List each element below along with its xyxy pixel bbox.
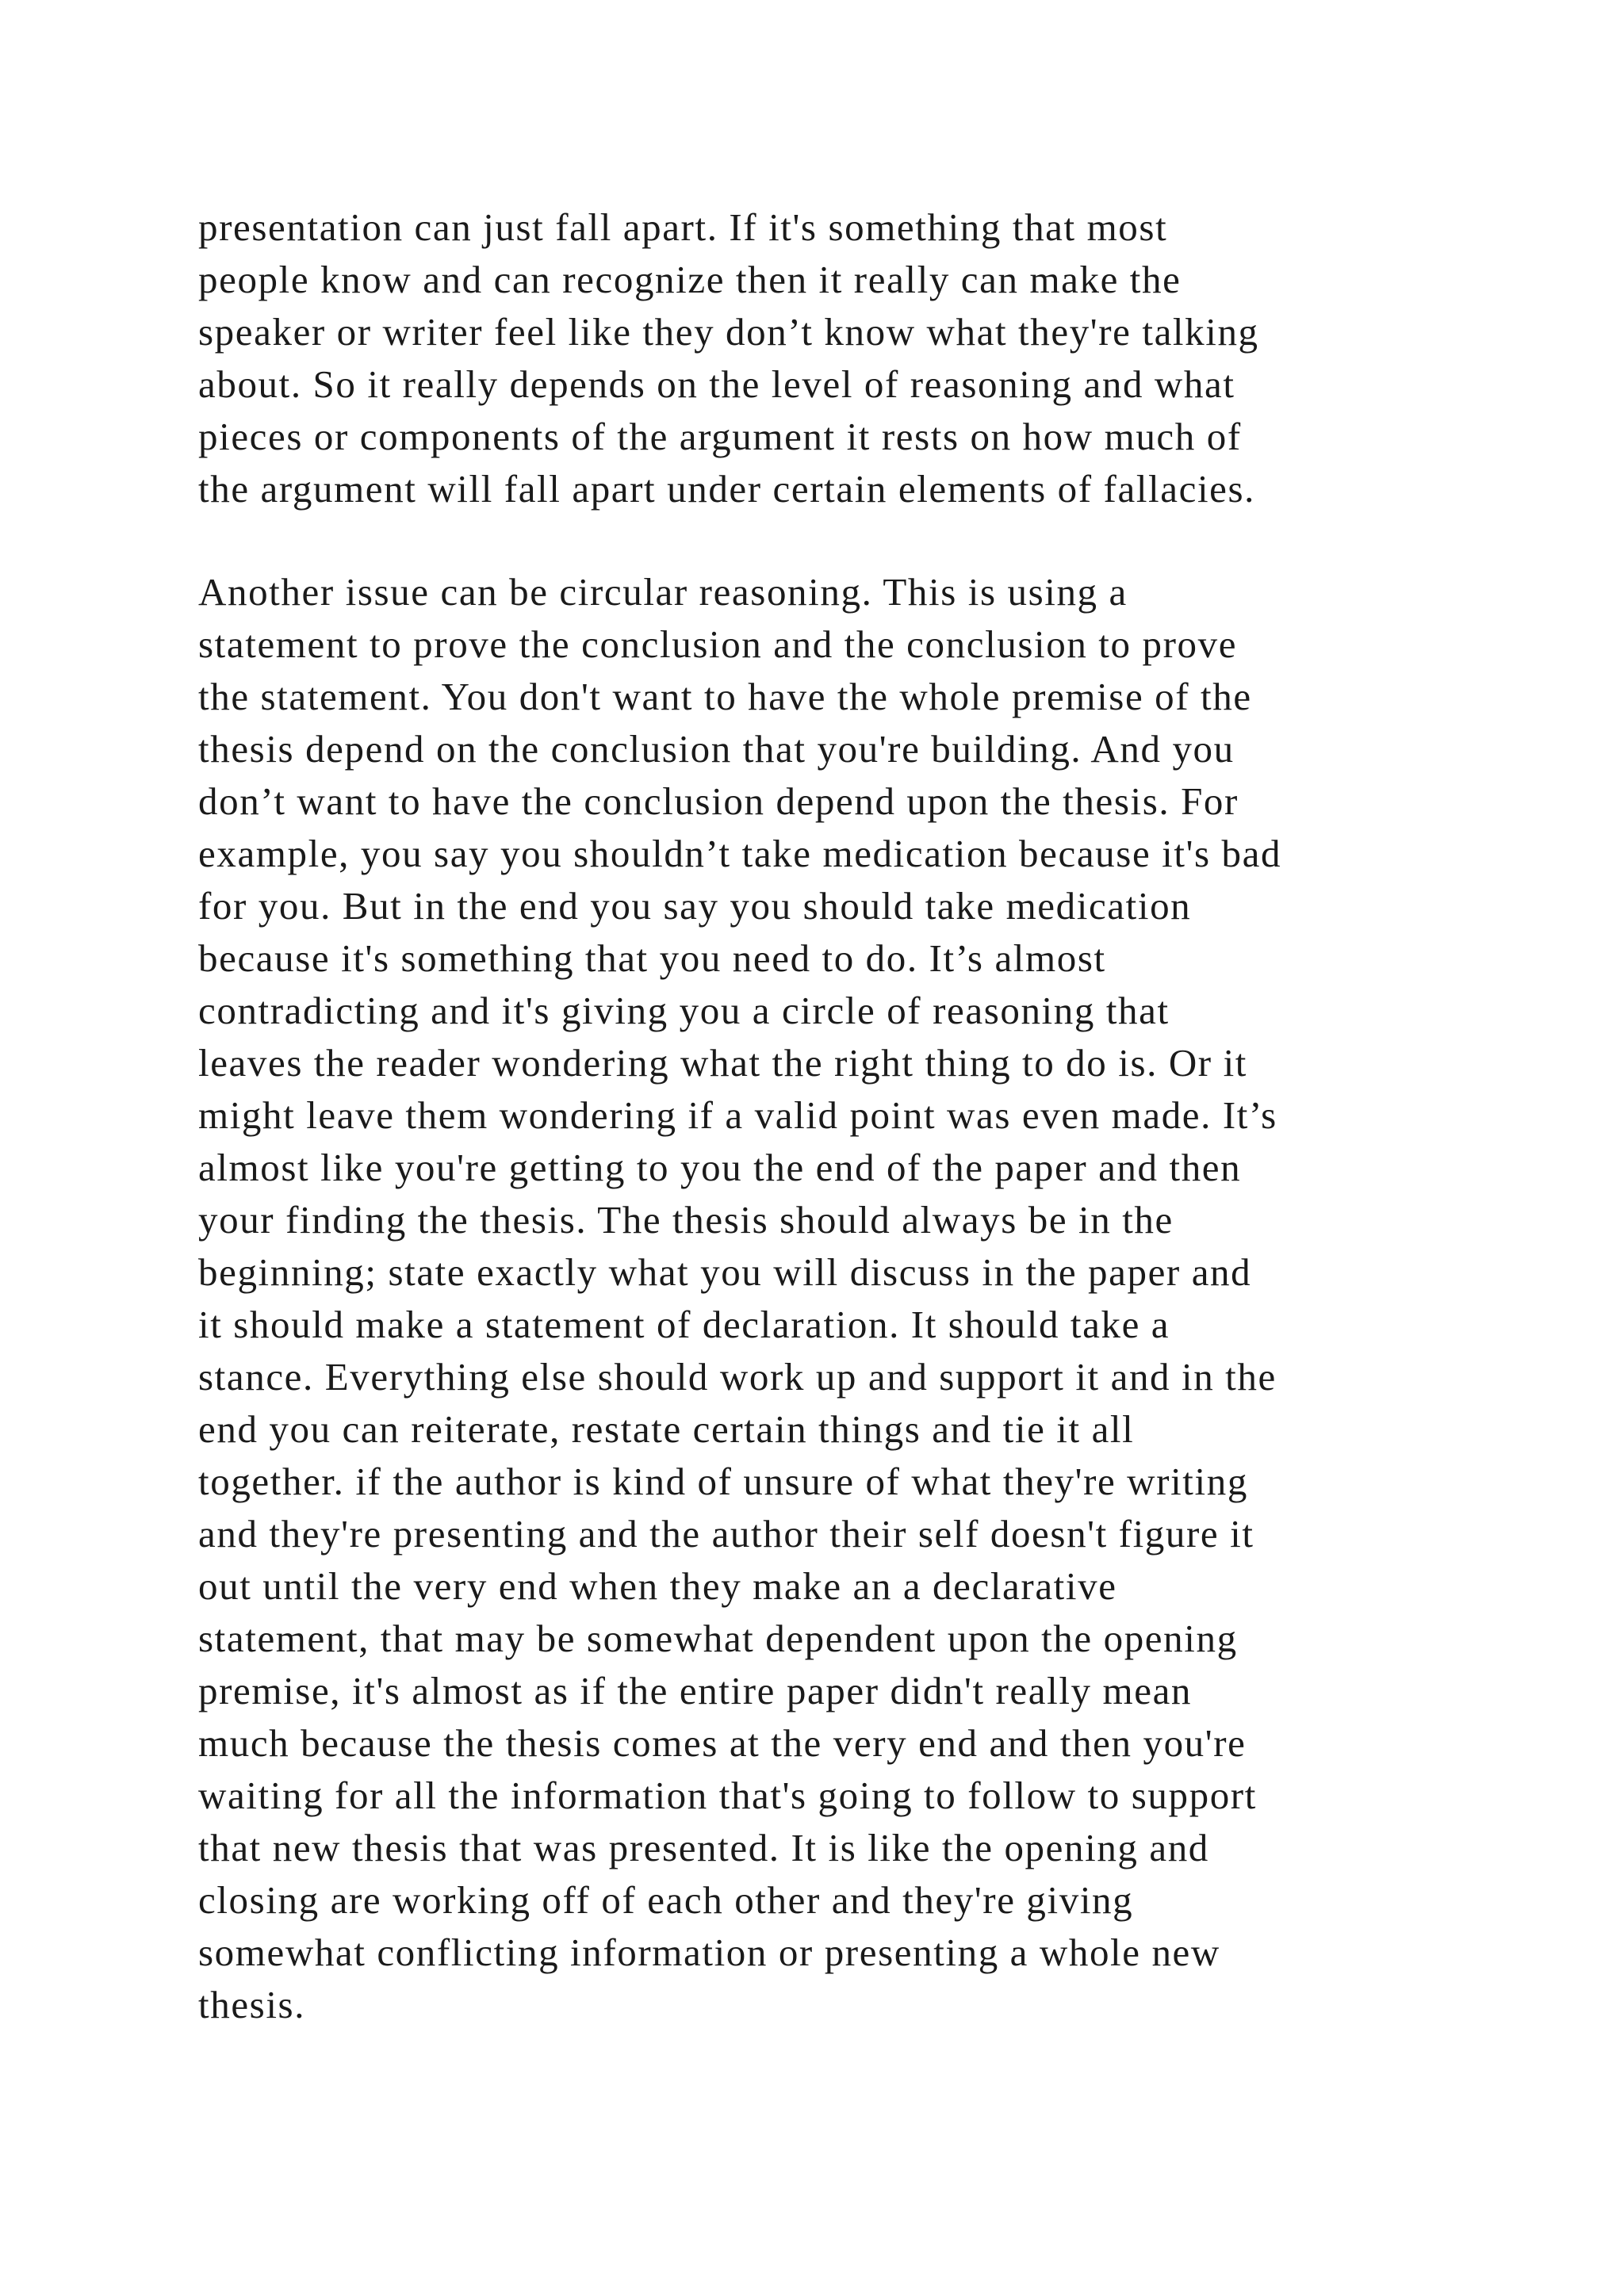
paragraph-2 bbox=[198, 566, 1499, 2031]
text-line: people know and can recognize then it really can make the bbox=[198, 258, 1182, 301]
text-line: almost like you're getting to you the end of the paper and then bbox=[198, 1146, 1242, 1189]
text-line: about. So it really depends on the level of reasoning and what bbox=[198, 362, 1235, 406]
text-line: somewhat conflicting information or presenting a whole new bbox=[198, 1931, 1220, 1974]
text-line: end you can reiterate, restate certain things and tie it all bbox=[198, 1407, 1135, 1451]
text-line: the statement. You don't want to have the whole premise of the bbox=[198, 675, 1252, 718]
text-line: much because the thesis comes at the very end and then you're bbox=[198, 1721, 1247, 1765]
text-line: statement to prove the conclusion and the conclusion to prove bbox=[198, 622, 1238, 666]
text-line: presentation can just fall apart. If it's something that most bbox=[198, 205, 1168, 249]
text-line: premise, it's almost as if the entire paper didn't really mean bbox=[198, 1669, 1193, 1712]
text-line: that new thesis that was presented. It is like the opening and bbox=[198, 1826, 1209, 1869]
text-line: beginning; state exactly what you will discuss in the paper and bbox=[198, 1250, 1252, 1294]
text-line: your finding the thesis. The thesis should always be in the bbox=[198, 1198, 1174, 1242]
text-line: don’t want to have the conclusion depend upon the thesis. For bbox=[198, 779, 1239, 823]
text-line: statement, that may be somewhat dependent upon the opening bbox=[198, 1617, 1238, 1660]
text-line: and they're presenting and the author their self doesn't figure it bbox=[198, 1512, 1254, 1556]
text-line: leaves the reader wondering what the right thing to do is. Or it bbox=[198, 1041, 1247, 1085]
text-line: for you. But in the end you say you should take medication bbox=[198, 884, 1192, 928]
text-line: might leave them wondering if a valid point was even made. It’s bbox=[198, 1093, 1277, 1137]
text-line: stance. Everything else should work up and support it and in the bbox=[198, 1355, 1277, 1399]
text-line: because it's something that you need to do. It’s almost bbox=[198, 936, 1106, 980]
text-line: thesis depend on the conclusion that you're building. And you bbox=[198, 727, 1235, 771]
text-line: waiting for all the information that's going to follow to support bbox=[198, 1774, 1257, 1817]
text-line: speaker or writer feel like they don’t know what they're talking bbox=[198, 310, 1259, 354]
text-line: example, you say you shouldn’t take medication because it's bad bbox=[198, 832, 1282, 875]
text-line: closing are working off of each other and they're giving bbox=[198, 1878, 1134, 1922]
text-line: it should make a statement of declaration. It should take a bbox=[198, 1303, 1170, 1346]
text-line: contradicting and it's giving you a circle of reasoning that bbox=[198, 989, 1170, 1032]
paragraph-1 bbox=[198, 201, 1499, 515]
text-line: thesis. bbox=[198, 1983, 306, 2026]
text-line: pieces or components of the argument it rests on how much of bbox=[198, 415, 1242, 458]
text-line: Another issue can be circular reasoning. This is using a bbox=[198, 570, 1128, 614]
text-line: out until the very end when they make an a declarative bbox=[198, 1564, 1117, 1608]
text-line: together. if the author is kind of unsure of what they're writing bbox=[198, 1460, 1248, 1503]
text-line: the argument will fall apart under certain elements of fallacies. bbox=[198, 467, 1256, 511]
